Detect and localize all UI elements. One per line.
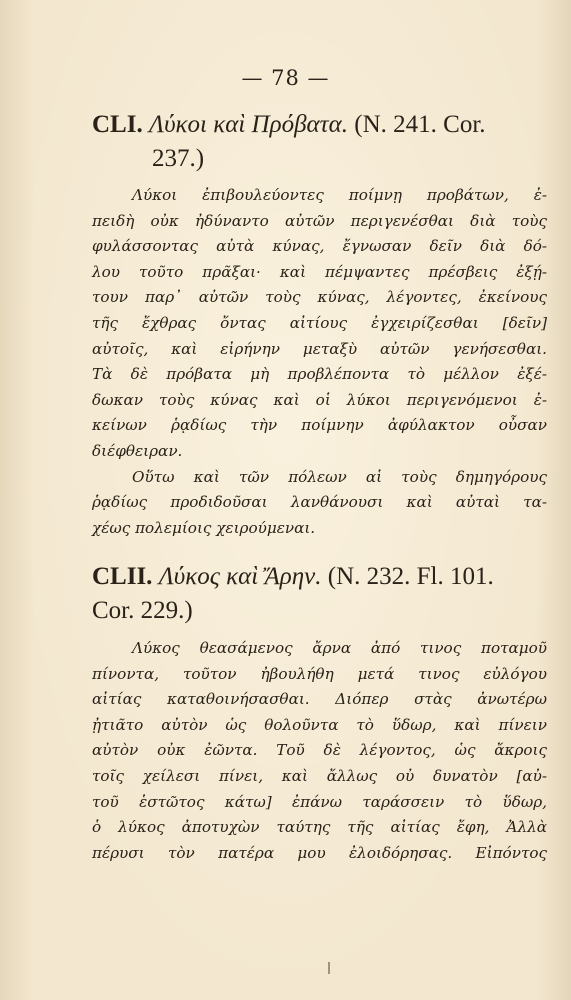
- text-line: πίνοντα, τοῦτον ἠβουλήθη μετά τινος εὐλόγου: [92, 664, 547, 683]
- text-line: ᾐτιᾶτο αὐτὸν ὡς θολοῦντα τὸ ὕδωρ, καὶ πίνειν: [92, 715, 547, 734]
- fable-152-title: Λύκος καὶ Ἄρην.: [158, 563, 322, 590]
- text-line: Λύκοι ἐπιβουλεύοντες ποίμνῃ προβάτων, ἐ-: [132, 186, 547, 204]
- text-line: φυλάσσοντας αὐτὰ κύνας, ἔγνωσαν δεῖν διὰ δό-: [92, 237, 547, 256]
- text-line: κείνων ῥᾳδίως τὴν ποίμνην ἀφύλακτον οὖσαν: [92, 416, 547, 435]
- page-number: — 78 —: [241, 66, 330, 90]
- text-line: διέφθειραν.: [92, 441, 183, 460]
- fable-152-number: CLII.: [92, 563, 153, 590]
- text-line: πέρυσι τὸν πατέρα μου ἐλοιδόρησας. Εἰπόντος: [92, 843, 547, 862]
- fable-151-reference-cont: 237.): [152, 145, 205, 172]
- text-line: τῆς ἔχθρας ὄντας αἰτίους ἐγχειρίζεσθαι [δεῖν]: [92, 313, 547, 332]
- text-line: τοῦ ἑστῶτος κάτω] ἐπάνω ταράσσειν τὸ ὕδωρ,: [92, 792, 547, 811]
- fable-151-moral: [92, 465, 547, 542]
- fable-152-reference: (N. 232. Fl. 101.: [327, 563, 494, 590]
- text-line: χέως πολεμίοις χειρούμεναι.: [92, 518, 316, 537]
- fable-151-paragraph: [92, 183, 547, 465]
- fable-151-reference: (N. 241. Cor.: [354, 111, 486, 138]
- text-line: ῥᾳδίως προδιδοῦσαι λανθάνουσι καὶ αὐταὶ τα-: [92, 493, 547, 512]
- text-line: αὐτὸν οὐκ ἐῶντα. Τοῦ δὲ λέγοντος, ὡς ἄκροις: [92, 741, 547, 760]
- text-line: αὐτοῖς, καὶ εἰρήνην μεταξὺ αὐτῶν γενήσεσθαι.: [92, 339, 547, 358]
- text-line: Οὕτω καὶ τῶν πόλεων αἱ τοὺς δημηγόρους: [132, 467, 547, 486]
- print-mark: [328, 962, 330, 974]
- text-line: τοῖς χείλεσι πίνει, καὶ ἄλλως οὐ δυνατὸν [αὐ-: [92, 766, 547, 785]
- text-line: ὁ λύκος ἀποτυχὼν ταύτης τῆς αἰτίας ἔφη, Ἀλλὰ: [92, 818, 547, 837]
- text-line: αἰτίας καταθοινήσασθαι. Διόπερ στὰς ἀνωτέρω: [92, 690, 547, 709]
- text-line: Τὰ δὲ πρόβατα μὴ προβλέποντα τὸ μέλλον ἐξέ-: [92, 365, 547, 384]
- fable-152-heading: [92, 560, 547, 628]
- text-line: δωκαν τοὺς κύνας καὶ οἱ λύκοι περιγενόμενοι ἐ-: [92, 390, 547, 409]
- fable-151-title: Λύκοι καὶ Πρόβατα.: [148, 111, 349, 138]
- fable-152-heading-block: [92, 560, 547, 628]
- fable-151-text: [92, 183, 547, 541]
- fable-152-reference-cont: Cor. 229.): [92, 597, 193, 624]
- fable-152-paragraph: [92, 636, 547, 866]
- text-line: Λύκος θεασάμενος ἄρνα ἀπό τινος ποταμοῦ: [132, 639, 547, 657]
- text-line: λου τοῦτο πρᾶξαι· καὶ πέμψαντες πρέσβεις ἐξῄ-: [92, 262, 547, 281]
- text-line: πειδὴ οὐκ ἠδύναντο αὐτῶν περιγενέσθαι διὰ τοὺς: [92, 211, 547, 230]
- text-line: τουν παρ᾽ αὐτῶν τοὺς κύνας, λέγοντες, ἐκείνους: [92, 288, 547, 307]
- fable-151-heading: [92, 108, 547, 176]
- fable-152-text: [92, 636, 547, 866]
- fable-151-heading-block: [92, 108, 547, 176]
- fable-151-number: CLI.: [92, 111, 143, 138]
